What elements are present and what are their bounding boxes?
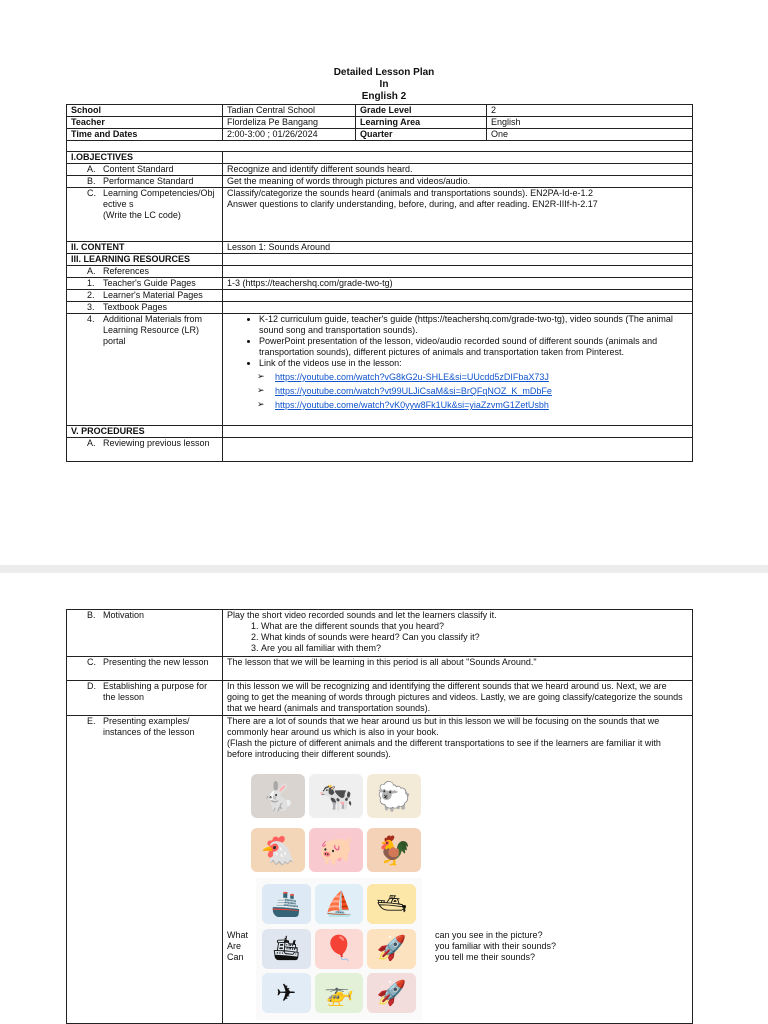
teacher-value: Flordeliza Pe Bangang [223,117,356,129]
material-item: • K-12 curriculum guide, teacher's guide (https://teachershq.com/grade-two-tg), video sounds (The animal sound song and transportation sounds). [259,314,688,336]
material-item: • PowerPoint presentation of the lesson, video/audio recorded sound of different sounds (animals and transportation sounds), different pictures of animals and transportation taken from Pinterest. [259,336,688,358]
ship-icon: 🚢 [262,884,311,924]
purpose-value: In this lesson we will be recognizing and identifying the different sounds that we heard around us. Next, we are going to get the meaning of words through pictures and videos. Lastly, we are going classify/categorize the sounds that we heard (animals and transportation sounds). [223,681,693,716]
lesson-plan-table [66,104,693,462]
competencies-label: C. Learning Competencies/Objective s (Write the LC code) [67,188,223,242]
rabbit-icon: 🐇 [251,774,305,818]
hen-icon: 🐔 [251,828,305,872]
grade-value: 2 [487,105,693,117]
performance-standard-value: Get the meaning of words through pictures and videos/audio. [223,176,693,188]
content-standard-label: A. Content Standard [67,164,223,176]
teachers-guide-label: 1. Teacher's Guide Pages [67,278,223,290]
time-value: 2:00-3:00 ; 01/26/2024 [223,129,356,141]
reviewing-label: A. Reviewing previous lesson [67,438,223,462]
doc-title-in: In [379,79,389,90]
performance-standard-label: B. Performance Standard [67,176,223,188]
motivation-questions [227,621,688,654]
pig-icon: 🐖 [309,828,363,872]
resources-heading: III. LEARNING RESOURCES [67,254,223,266]
submarine-icon: 🛥 [367,884,416,924]
question-item: 3. Are you all familiar with them? [261,643,688,654]
purpose-label: D. Establishing a purpose for the lesson [67,681,223,716]
transportation-pictures [256,878,422,1020]
content-standard-value: Recognize and identify different sounds heard. [223,164,693,176]
hot-air-balloon-icon: 🎈 [315,929,364,969]
quarter-label: Quarter [356,129,487,141]
spacer-row [67,141,693,152]
competencies-value: Classify/categorize the sounds heard (animals and transportations sounds). EN2PA-Id-e-1.2 Answer questions to clarify understanding, before, during, and after reading. EN2R-IIIf-h-2.17 [223,188,693,242]
school-label: School [67,105,223,117]
video-links-list [227,372,688,411]
airship-icon: 🚀 [367,929,416,969]
additional-materials-value [223,314,693,426]
helicopter-icon: 🚁 [315,973,364,1013]
doc-subject: English 2 [361,91,407,102]
examples-label: E. Presenting examples/ instances of the lesson [67,716,223,1024]
learners-material-label: 2. Learner's Material Pages [67,290,223,302]
motivation-value: Play the short video recorded sounds and let the learners classify it. 1. What are the different sounds that you heard? 2. What kinds of sounds were heard? Can you classify it? 3. Are you all familiar with them? [223,610,693,657]
video-link-1[interactable]: https://youtube.com/watch?vG8kG2u-SHLE&si=UUcdd5zDIFbaX73J [275,372,549,382]
airplane-icon: ✈ [262,973,311,1013]
page-2 [0,573,768,1024]
video-link-3[interactable]: https://youtube.come/watch?vK0yyw8Fk1Uk&si=yiaZzvmG1ZetUsbh [275,400,549,410]
references-label: A. References [67,266,223,278]
rooster-icon: 🐓 [367,828,421,872]
area-value: English [487,117,693,129]
motivation-label: B. Motivation [67,610,223,657]
material-item: • Link of the videos use in the lesson: [259,358,688,369]
rocket-icon: 🚀 [367,973,416,1013]
question-item: 2. What kinds of sounds were heard? Can you classify it? [261,632,688,643]
area-label: Learning Area [356,117,487,129]
time-label: Time and Dates [67,129,223,141]
additional-materials-label: 4. Additional Materials from Learning Resource (LR) portal [67,314,223,426]
questions-left: What Are Can [227,930,249,962]
content-heading: II. CONTENT [67,242,223,254]
animal-pictures [251,774,421,872]
examples-value: There are a lot of sounds that we hear around us but in this lesson we will be focusing on the sounds that we commonly hear around us which is also in your book. (Flash the picture of different animals and the different transportations to see if the learners are familiar it with before introducing their different sounds). 🐇 🐄 🐑 🐔 🐖 🐓 🚢 ⛵ 🛥 🛳 🎈 🚀 ✈ 🚁 🚀 What Are Can can you see in the picture? you familiar with their sounds? you tell me their sounds? [223,716,693,1024]
textbook-label: 3. Textbook Pages [67,302,223,314]
school-value: Tadian Central School [223,105,356,117]
objectives-heading: I.OBJECTIVES [67,152,223,164]
cruise-ship-icon: 🛳 [262,929,311,969]
questions-right: can you see in the picture? you familiar with their sounds? you tell me their sounds? [435,930,557,962]
content-value: Lesson 1: Sounds Around [223,242,693,254]
cow-icon: 🐄 [309,774,363,818]
sheep-icon: 🐑 [367,774,421,818]
presenting-lesson-label: C. Presenting the new lesson [67,657,223,681]
question-item: 1. What are the different sounds that you heard? [261,621,688,632]
teacher-label: Teacher [67,117,223,129]
teachers-guide-value: 1-3 (https://teachershq.com/grade-two-tg) [223,278,693,290]
presenting-lesson-value: The lesson that we will be learning in this period is all about "Sounds Around." [223,657,693,681]
procedures-heading: V. PROCEDURES [67,426,223,438]
grade-label: Grade Level [356,105,487,117]
procedures-table [66,609,693,1024]
sailboat-icon: ⛵ [315,884,364,924]
quarter-value: One [487,129,693,141]
materials-list [227,314,688,369]
video-link-2[interactable]: https://youtube.com/watch?vt99ULJiCsaM&si=BrQFqNOZ_K_mDbFe [275,386,552,396]
doc-title: Detailed Lesson Plan [333,67,435,78]
